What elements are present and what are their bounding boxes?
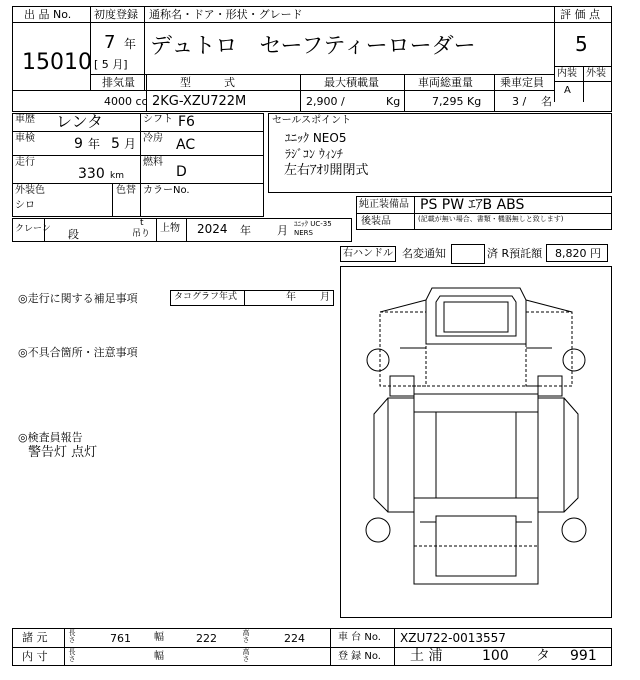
- width-label: 幅: [154, 632, 164, 643]
- inner-width-label: 幅: [154, 651, 164, 662]
- inspection-month-unit: 月: [124, 137, 137, 151]
- mileage-value: 330: [78, 166, 105, 182]
- displacement-value: 4000 cc: [104, 95, 148, 108]
- shift-value: F6: [178, 114, 195, 130]
- capacity-unit: 名: [541, 95, 552, 108]
- inner-length-label: 長さ: [68, 648, 76, 663]
- history-value: レンタ: [56, 112, 103, 131]
- sales-point-2: ﾗｼﾞｺﾝ ｳｨﾝﾁ: [285, 147, 343, 161]
- crane-hoist-unit: 吊り: [132, 229, 151, 239]
- width-value: 222: [196, 632, 217, 645]
- upper-year-unit: 年: [240, 224, 251, 237]
- sales-point-label: セールスポイント: [272, 115, 352, 126]
- shift-label: シフト: [143, 114, 173, 125]
- max-load-value: 2,900 /: [306, 95, 345, 108]
- name-change-box: [451, 244, 485, 264]
- lot-number: 15010: [22, 50, 92, 75]
- year-unit: 年: [124, 37, 137, 51]
- chassis-label: 車 台 No.: [338, 632, 381, 643]
- interior-value: A: [564, 85, 571, 96]
- first-reg-month: [ 5 月]: [94, 58, 128, 71]
- displacement-label: 排気量: [102, 76, 135, 89]
- height-label: 高さ: [242, 629, 250, 644]
- inner-height-label: 高さ: [242, 648, 250, 663]
- sales-point-3: 左右ｱｵﾘ開閉式: [284, 163, 369, 178]
- crane-ton-unit: t: [140, 218, 144, 228]
- gross-weight-label: 車両総重量: [418, 76, 473, 89]
- inspection-year: 9: [74, 136, 83, 152]
- height-value: 224: [284, 632, 305, 645]
- exterior-label: 外装: [586, 68, 606, 79]
- reg-area: 土 浦: [410, 648, 443, 664]
- car-name: デュトロ セーフティーローダー: [150, 34, 476, 59]
- model-value: 2KG-XZU722M: [152, 94, 247, 109]
- interior-label: 内装: [557, 68, 577, 79]
- reg-label: 登 録 No.: [338, 651, 381, 662]
- first-reg-year: 7: [104, 32, 116, 53]
- reg-number: 991: [570, 648, 597, 664]
- inner-dims-label: 内 寸: [22, 650, 48, 663]
- lot-label: 出 品 No.: [24, 8, 72, 21]
- crane-maker-1: ﾕﾆｯｸ UC-35: [294, 220, 332, 228]
- upper-month-unit: 月: [277, 224, 288, 237]
- capacity-value: 3 /: [512, 95, 527, 108]
- inspection-month: 5: [111, 136, 120, 152]
- inspection-label: 車検: [15, 133, 35, 144]
- tacho-year-unit: 年: [286, 292, 296, 303]
- details-left-frame: [12, 113, 264, 217]
- ext-color-label: 外装色: [15, 185, 45, 196]
- crane-maker-2: NERS: [294, 229, 313, 237]
- inspector-label: ◎検査員報告: [18, 431, 83, 444]
- dims-label: 諸 元: [22, 631, 48, 644]
- ac-label: 冷房: [143, 133, 163, 144]
- mileage-unit: km: [110, 171, 124, 181]
- recycle-label: 済 R預託額: [487, 247, 543, 260]
- capacity-label: 乗車定員: [500, 76, 544, 89]
- supplement-label: ◎走行に関する補足事項: [18, 292, 138, 305]
- crane-stage-unit: 段: [68, 228, 79, 241]
- recycle-value: 8,820 円: [555, 247, 601, 260]
- color-change-label: 色替: [116, 185, 136, 196]
- color-code-label: カラーNo.: [143, 185, 190, 196]
- reg-class: 100: [482, 648, 509, 664]
- length-value: 761: [110, 632, 131, 645]
- gross-weight-value: 7,295 Kg: [432, 95, 482, 108]
- ext-color-value: シロ: [15, 200, 35, 211]
- rating-label: 評 価 点: [560, 8, 600, 21]
- upper-label: 上物: [160, 223, 180, 234]
- reg-kana: タ: [536, 648, 550, 664]
- ac-value: AC: [176, 137, 196, 153]
- rating-value: 5: [575, 32, 588, 56]
- name-change-label: 名変通知: [402, 247, 446, 260]
- accessories-note: (記載が無い場合、書類・機器無しと致します): [418, 215, 564, 223]
- history-label: 車歴: [15, 114, 35, 125]
- sales-point-1: ﾕﾆｯｸ NEO5: [285, 131, 347, 145]
- tacho-month-unit: 月: [320, 292, 330, 303]
- model-label: 型 式: [180, 76, 235, 89]
- tachograph-label: タコグラフ年式: [174, 292, 238, 302]
- equipment-value: PS PW ｴｱB ABS: [420, 197, 525, 213]
- upper-year: 2024: [197, 222, 228, 236]
- truck-diagram-icon: [340, 266, 612, 618]
- inspector-note: 警告灯 点灯: [28, 445, 98, 460]
- inspection-year-unit: 年: [88, 137, 101, 151]
- fuel-value: D: [176, 164, 187, 180]
- chassis-value: XZU722-0013557: [400, 631, 506, 645]
- max-load-label: 最大積載量: [324, 76, 379, 89]
- defects-label: ◎不具合箇所・注意事項: [18, 346, 138, 359]
- accessories-label: 後装品: [361, 216, 391, 227]
- first-reg-label: 初度登録: [94, 8, 138, 21]
- equipment-label: 純正装備品: [359, 199, 409, 210]
- max-load-unit: Kg: [386, 95, 401, 108]
- length-label: 長さ: [68, 629, 76, 644]
- handle-label: 右ハンドル: [343, 248, 393, 259]
- name-label: 通称名・ドア・形状・グレード: [149, 8, 303, 21]
- mileage-label: 走行: [15, 157, 35, 168]
- crane-label: クレーン: [15, 224, 51, 234]
- fuel-label: 燃料: [143, 157, 163, 168]
